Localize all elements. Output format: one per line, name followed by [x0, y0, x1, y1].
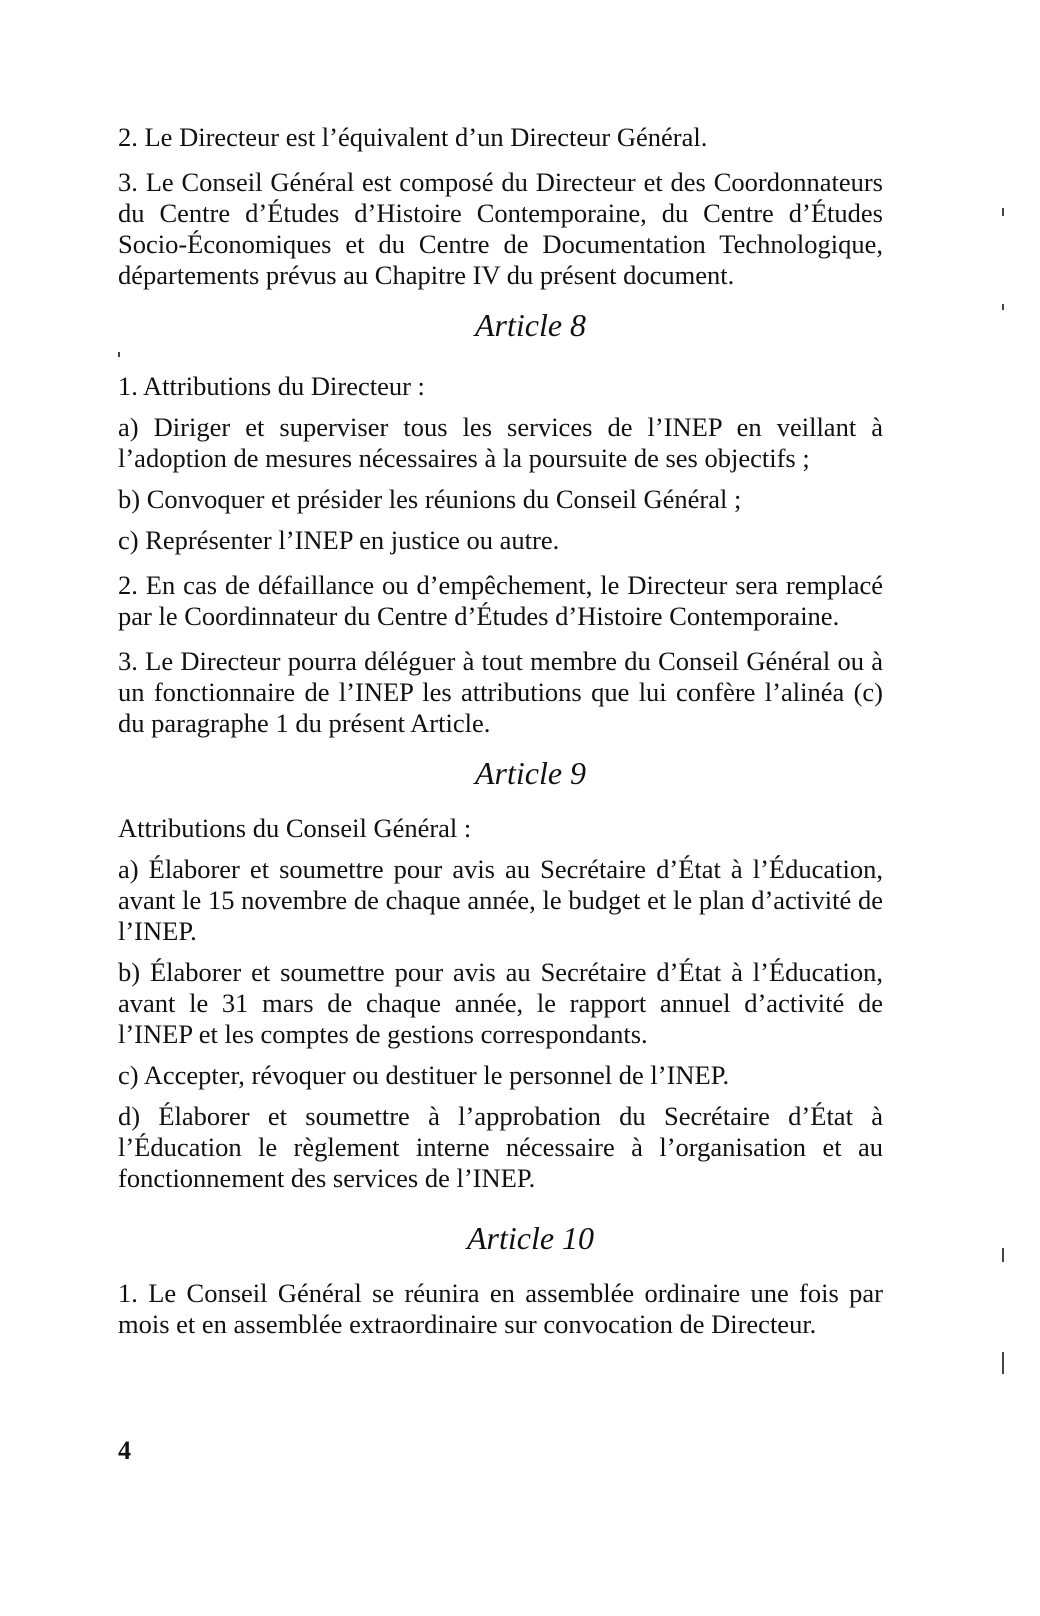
- article-9-paragraph: b) Élaborer et soumettre pour avis au Secrétaire d’État à l’Éducation, avant le 31 mars de chaque année, le rapport annuel d’activité de l’INEP et les comptes de gestions correspondants.: [118, 957, 883, 1049]
- article-10-heading: Article 10: [466, 1220, 595, 1256]
- scan-speck: [1002, 1248, 1004, 1262]
- scan-speck: [1002, 304, 1004, 310]
- paragraph-council-composition: 3. Le Conseil Général est composé du Directeur et des Coordonnateurs du Centre d’Études d’Histoire Contemporaine, du Centre d’Études Socio-Économiques et du Centre de Documentation Technologique, départements prévus au Chapitre IV du présent document.: [118, 167, 883, 290]
- article-8-paragraph: 3. Le Directeur pourra déléguer à tout membre du Conseil Général ou à un fonctionnaire de l’INEP les attributions que lui confère l’alinéa (c) du paragraphe 1 du présent Article.: [118, 646, 883, 738]
- article-9-heading: Article 9: [474, 755, 587, 791]
- article-8-paragraph: c) Représenter l’INEP en justice ou autre.: [118, 525, 560, 555]
- article-8-paragraph: a) Diriger et superviser tous les services de l’INEP en veillant à l’adoption de mesures nécessaires à la poursuite de ses objectifs ;: [118, 412, 883, 473]
- article-10-paragraph: 1. Le Conseil Général se réunira en assemblée ordinaire une fois par mois et en assemblée extraordinaire sur convocation de Directeur.: [118, 1278, 883, 1339]
- scan-speck: [118, 352, 120, 357]
- page-number: 4: [118, 1436, 131, 1465]
- paragraph-director-equivalence: 2. Le Directeur est l’équivalent d’un Directeur Général.: [118, 122, 708, 152]
- article-9-paragraph: d) Élaborer et soumettre à l’approbation du Secrétaire d’État à l’Éducation le règlement interne nécessaire à l’organisation et au fonctionnement des services de l’INEP.: [118, 1101, 883, 1193]
- article-8-heading: Article 8: [474, 307, 587, 343]
- article-8-paragraph: 2. En cas de défaillance ou d’empêchement, le Directeur sera remplacé par le Coordinnateur du Centre d’Études d’Histoire Contemporaine.: [118, 570, 883, 631]
- article-9-paragraph: a) Élaborer et soumettre pour avis au Secrétaire d’État à l’Éducation, avant le 15 novembre de chaque année, le budget et le plan d’activité de l’INEP.: [118, 854, 883, 946]
- document-page: [118, 122, 883, 1354]
- article-9-paragraph: Attributions du Conseil Général :: [118, 813, 472, 843]
- article-9-paragraph: c) Accepter, révoquer ou destituer le personnel de l’INEP.: [118, 1060, 730, 1090]
- article-8-paragraph: 1. Attributions du Directeur :: [118, 371, 425, 401]
- scan-speck: [1002, 1352, 1004, 1374]
- article-8-paragraph: b) Convoquer et présider les réunions du Conseil Général ;: [118, 484, 742, 514]
- scan-speck: [1002, 208, 1004, 216]
